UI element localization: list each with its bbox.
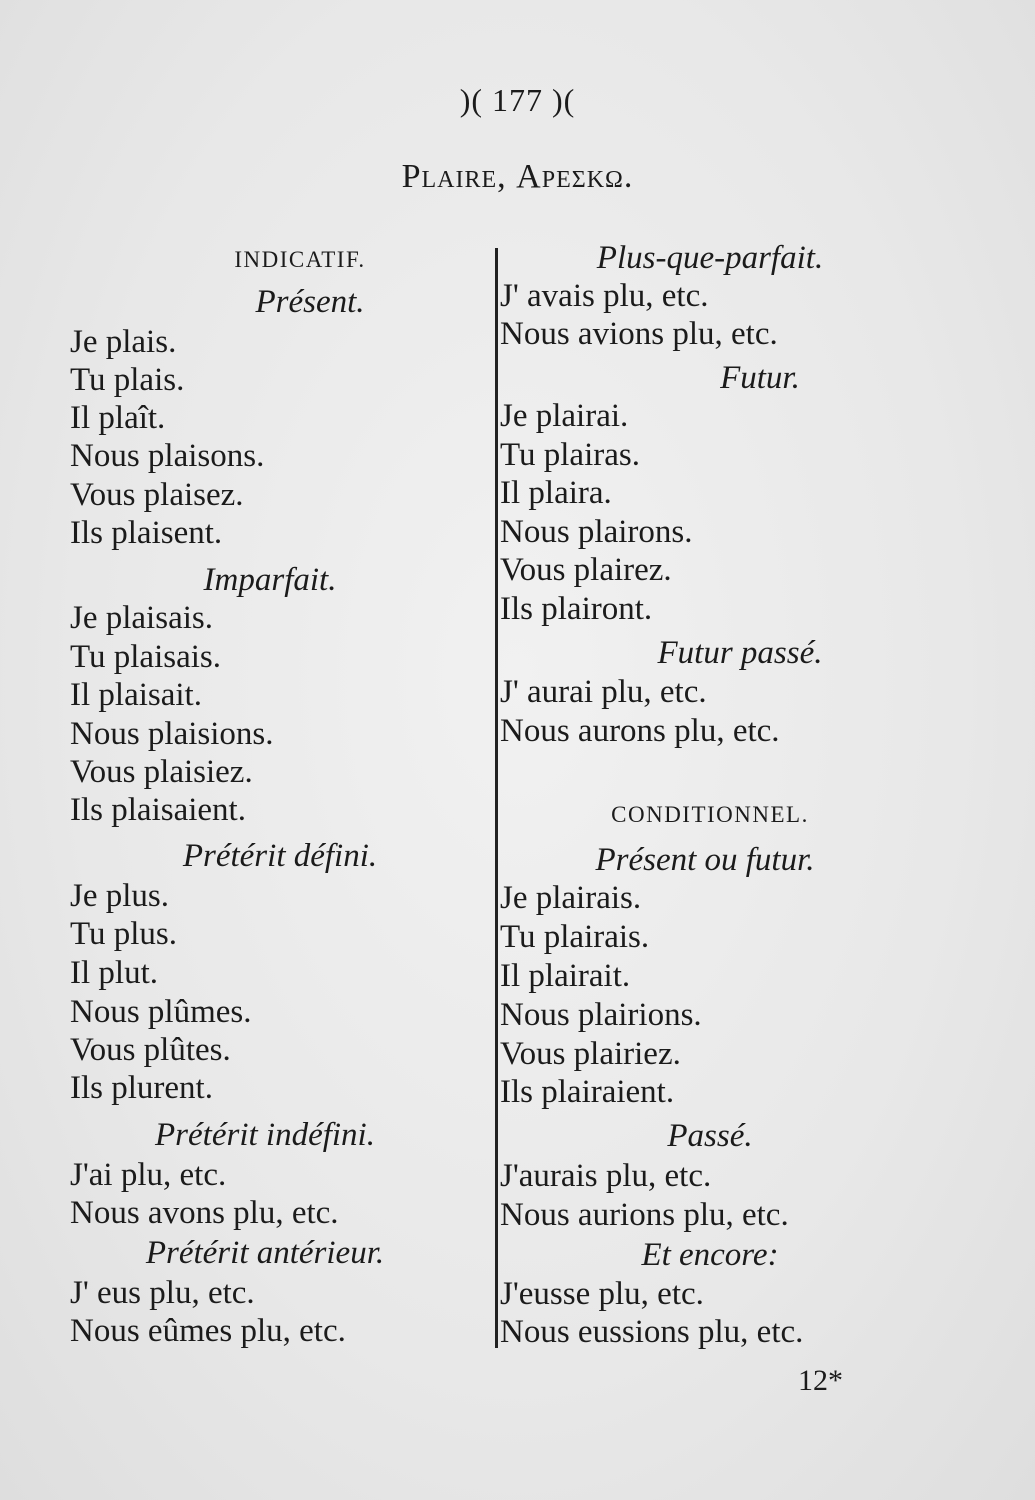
tense-heading-et-encore: Et encore: (641, 1237, 779, 1273)
conjugation-line: J'aurais plu, etc. (500, 1158, 712, 1194)
conjugation-line: Il plaisait. (70, 677, 202, 713)
conjugation-line: Tu plairais. (500, 919, 650, 955)
conjugation-line: J' avais plu, etc. (500, 278, 709, 314)
conjugation-line: Nous plaisons. (70, 438, 265, 474)
conjugation-line: Nous eussions plu, etc. (500, 1314, 804, 1350)
tense-heading-plus-que-parfait: Plus-que-parfait. (596, 240, 824, 276)
conjugation-line: Vous plaisiez. (70, 754, 253, 790)
conjugation-line: Tu plairas. (500, 437, 640, 473)
conjugation-line: Je plus. (70, 878, 169, 914)
conjugation-line: J'eusse plu, etc. (500, 1276, 704, 1312)
tense-heading-preterit-anterieur: Prétérit antérieur. (145, 1235, 385, 1271)
conjugation-line: Nous plaisions. (70, 716, 274, 752)
conjugation-line: Vous plairiez. (500, 1036, 681, 1072)
tense-heading-futur: Futur. (720, 360, 800, 396)
verb-title: Plaire, Αρεσκω. (401, 158, 634, 195)
conjugation-line: Tu plus. (70, 916, 178, 952)
conjugation-line: Nous aurions plu, etc. (500, 1197, 789, 1233)
conjugation-line: Ils plurent. (70, 1070, 213, 1106)
conjugation-line: Ils plaisent. (70, 515, 223, 551)
conjugation-line: Nous avons plu, etc. (70, 1195, 339, 1231)
tense-heading-imparfait: Imparfait. (203, 562, 337, 598)
conjugation-line: Il plaira. (500, 475, 612, 511)
conjugation-line: Ils plairaient. (500, 1074, 675, 1110)
mood-heading-conditionnel: CONDITIONNEL. (611, 802, 809, 827)
conjugation-line: Nous plûmes. (70, 994, 252, 1030)
tense-heading-preterit-indefini: Prétérit indéfini. (155, 1117, 375, 1153)
conjugation-line: Nous plairons. (500, 514, 693, 550)
conjugation-line: Ils plairont. (500, 591, 653, 627)
signature-mark: 12* (798, 1364, 843, 1397)
conjugation-line: Nous plairions. (500, 997, 702, 1033)
column-divider (495, 248, 498, 1348)
conjugation-line: Il plaît. (70, 400, 166, 436)
conjugation-line: Je plais. (70, 324, 177, 360)
conjugation-line: Nous eûmes plu, etc. (70, 1313, 346, 1349)
conjugation-line: Nous aurons plu, etc. (500, 713, 780, 749)
mood-heading-indicatif: INDICATIF. (234, 247, 366, 272)
conjugation-line: Ils plaisaient. (70, 792, 246, 828)
conjugation-line: Vous plairez. (500, 552, 672, 588)
conjugation-line: Tu plais. (70, 362, 185, 398)
conjugation-line: Il plairait. (500, 958, 631, 994)
tense-heading-present-ou-futur: Présent ou futur. (595, 842, 815, 878)
conjugation-line: J' aurai plu, etc. (500, 674, 707, 710)
tense-heading-passe: Passé. (667, 1118, 753, 1154)
conjugation-line: Je plairais. (500, 880, 642, 916)
conjugation-line: Je plairai. (500, 398, 629, 434)
conjugation-line: Je plaisais. (70, 600, 213, 636)
conjugation-line: Vous plaisez. (70, 477, 244, 513)
conjugation-line: J'ai plu, etc. (70, 1157, 227, 1193)
conjugation-line: Tu plaisais. (70, 639, 221, 675)
conjugation-line: Nous avions plu, etc. (500, 316, 778, 352)
tense-heading-present: Présent. (255, 284, 365, 320)
page-number: )( 177 )( (459, 82, 576, 118)
conjugation-line: Il plut. (70, 955, 158, 991)
tense-heading-futur-passe: Futur passé. (657, 635, 823, 671)
conjugation-line: J' eus plu, etc. (70, 1275, 255, 1311)
conjugation-line: Vous plûtes. (70, 1032, 231, 1068)
tense-heading-preterit-defini: Prétérit défini. (182, 838, 378, 874)
